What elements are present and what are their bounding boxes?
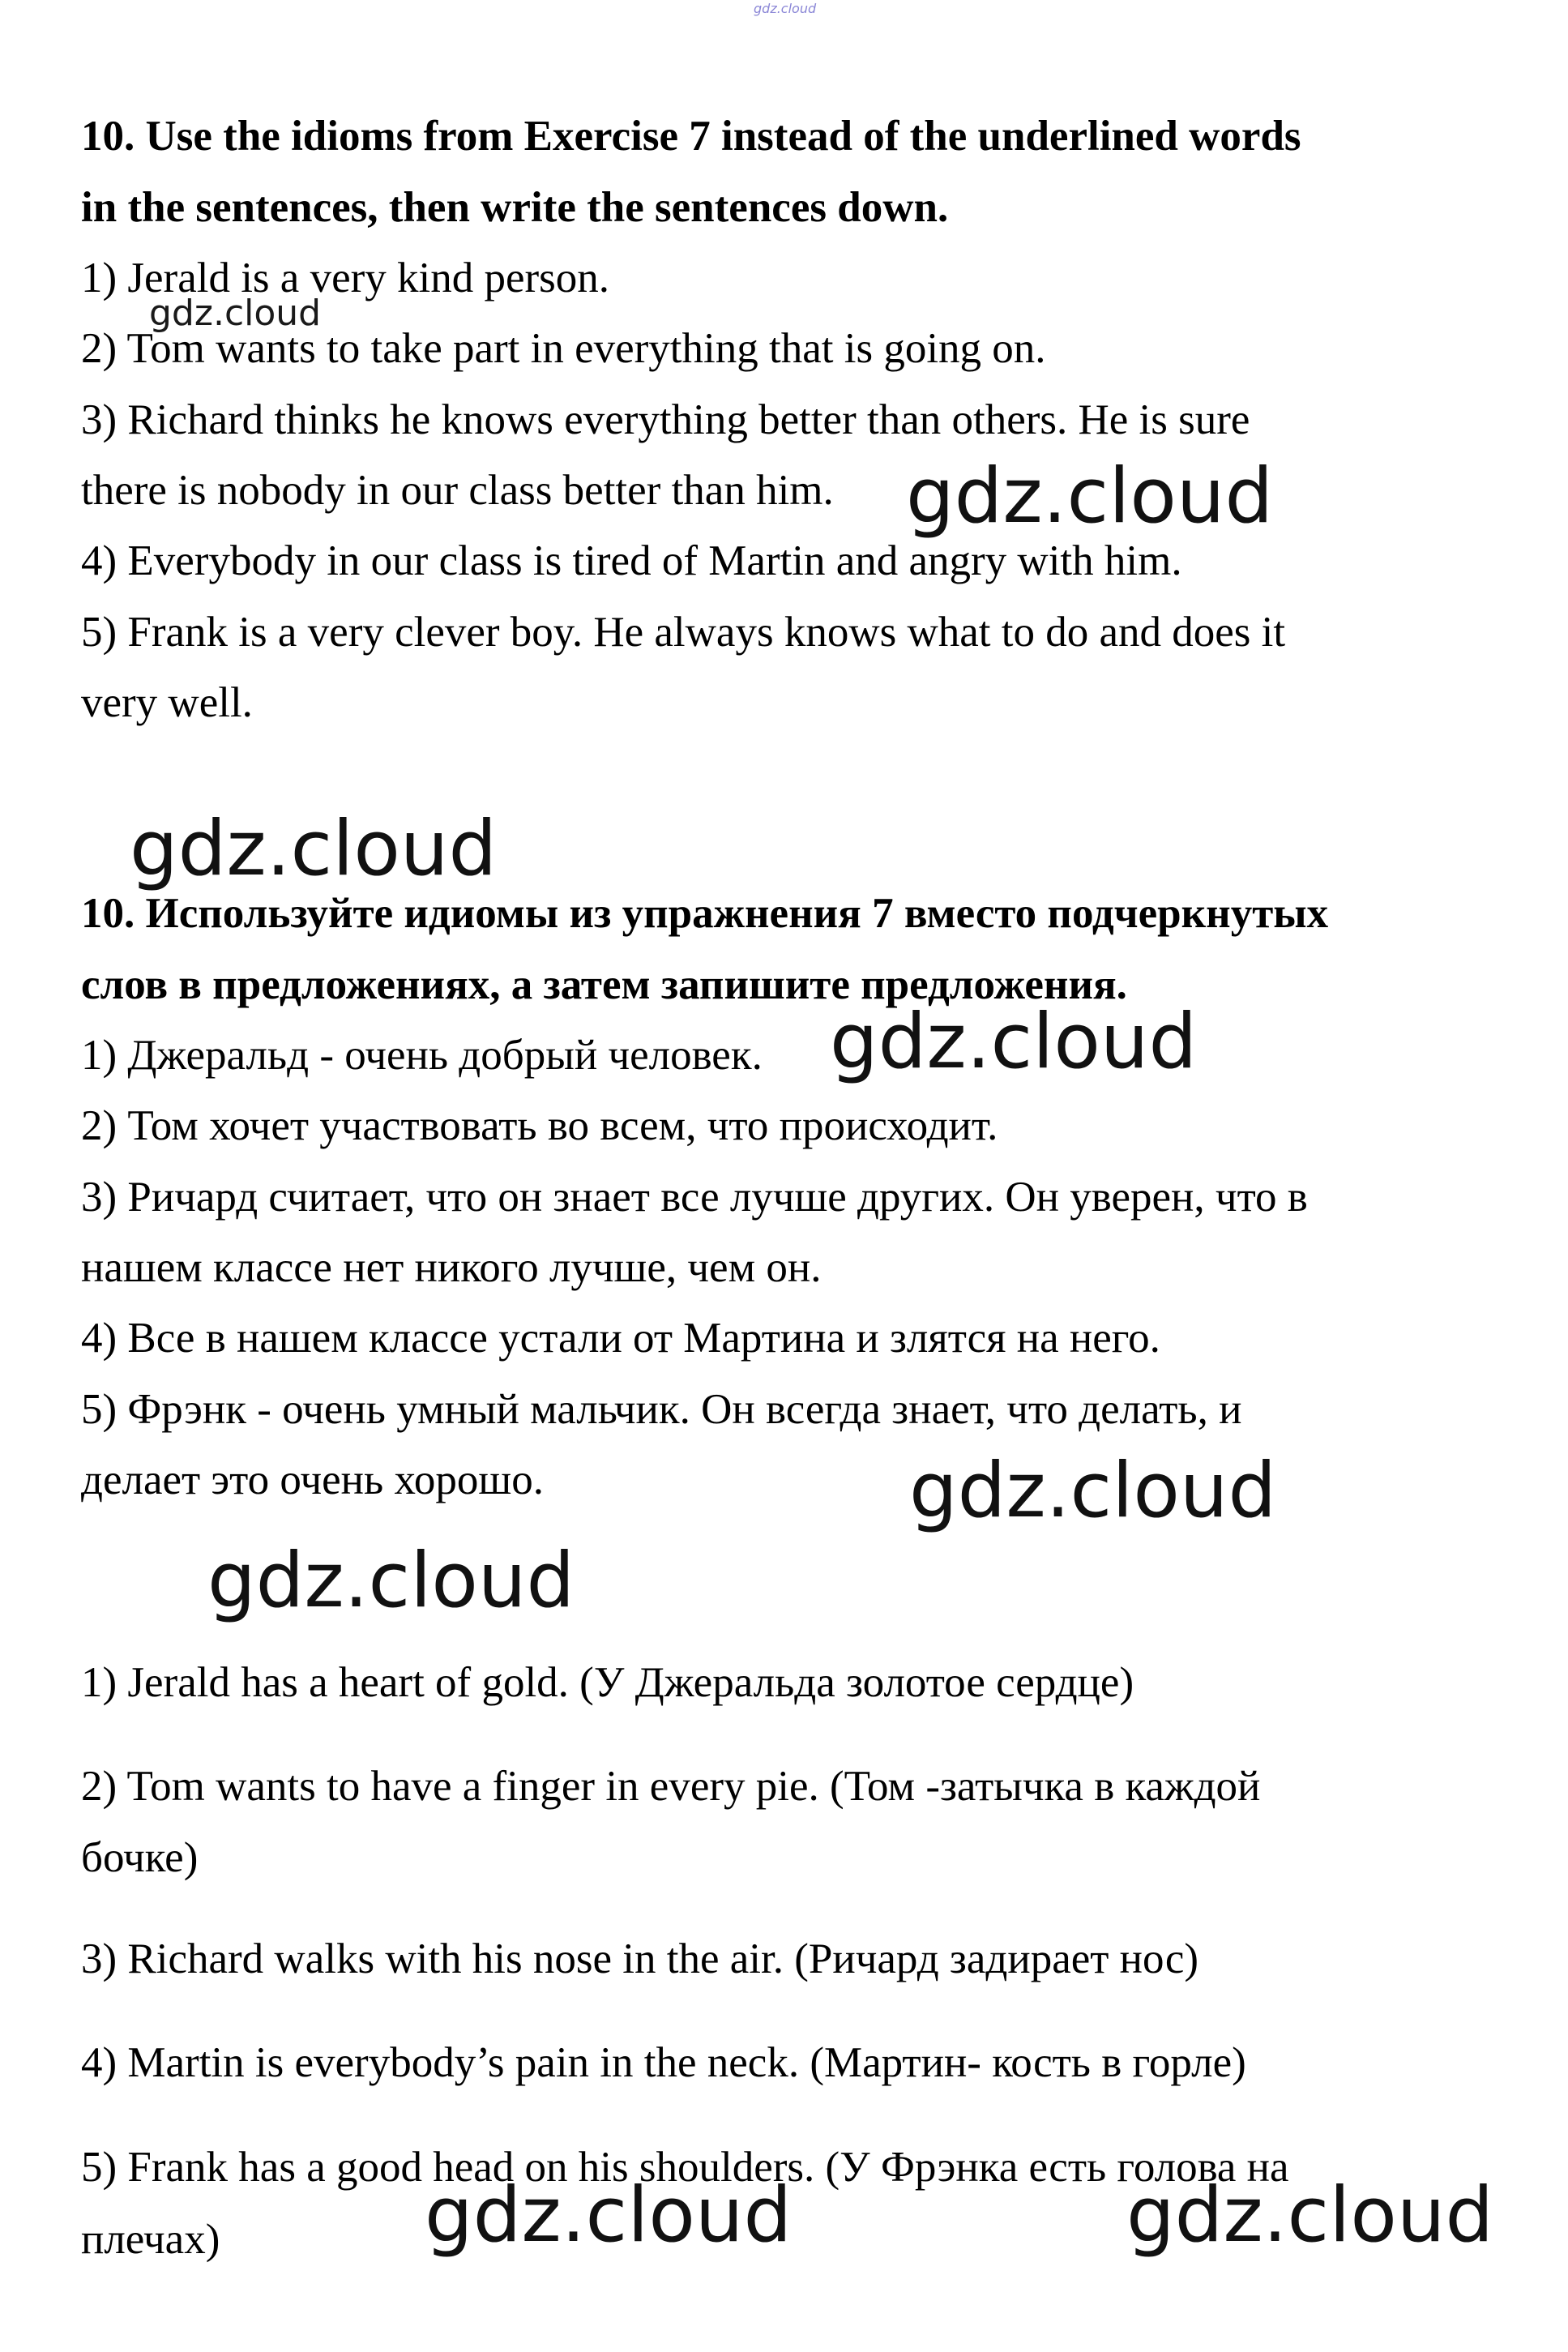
exercise-item-en-3: 3) Richard thinks he knows everything better than others. He is sure bbox=[81, 396, 1250, 443]
exercise-item-ru-2: 2) Том хочет участвовать во всем, что происходит. bbox=[81, 1102, 998, 1149]
answer-5: 5) Frank has a good head on his shoulders. (У Фрэнка есть голова на bbox=[81, 2144, 1289, 2191]
answer-2-cont: бочке) bbox=[81, 1834, 199, 1881]
watermark-logo: gdz.cloud bbox=[207, 1537, 575, 1625]
answer-3: 3) Richard walks with his nose in the air. (Ричард задирает нос) bbox=[81, 1935, 1199, 1982]
exercise-item-ru-4: 4) Все в нашем классе устали от Мартина и злятся на него. bbox=[81, 1315, 1160, 1362]
exercise-heading-en-line-1: 10. Use the idioms from Exercise 7 instead of the underlined words bbox=[81, 113, 1301, 160]
exercise-item-ru-3-cont: нашем классе нет никого лучше, чем он. bbox=[81, 1244, 822, 1291]
exercise-item-en-1: 1) Jerald is a very kind person. bbox=[81, 254, 610, 301]
exercise-item-ru-5-cont: делает это очень хорошо. bbox=[81, 1456, 544, 1503]
exercise-item-en-4: 4) Everybody in our class is tired of Martin and angry with him. bbox=[81, 537, 1182, 584]
exercise-item-ru-5: 5) Фрэнк - очень умный мальчик. Он всегда знает, что делать, и bbox=[81, 1386, 1242, 1433]
exercise-heading-ru-line-1: 10. Используйте идиомы из упражнения 7 вместо подчеркнутых bbox=[81, 890, 1329, 937]
exercise-item-en-3-cont: there is nobody in our class better than him. bbox=[81, 467, 834, 514]
watermark-logo: gdz.cloud bbox=[425, 2171, 793, 2260]
watermark-logo: gdz.cloud bbox=[1126, 2171, 1494, 2260]
answer-2: 2) Tom wants to have a finger in every pie. (Том -затычка в каждой bbox=[81, 1763, 1261, 1810]
exercise-item-en-5-cont: very well. bbox=[81, 679, 253, 726]
exercise-item-ru-1: 1) Джеральд - очень добрый человек. bbox=[81, 1032, 763, 1079]
exercise-item-ru-3: 3) Ричард считает, что он знает все лучше других. Он уверен, что в bbox=[81, 1174, 1308, 1221]
watermark-logo: gdz.cloud bbox=[130, 805, 498, 893]
top-watermark: gdz.cloud bbox=[754, 1, 817, 16]
answer-5-cont: плечах) bbox=[81, 2216, 220, 2263]
exercise-heading-ru-line-2: слов в предложениях, а затем запишите предложения. bbox=[81, 961, 1127, 1008]
exercise-item-en-2: 2) Tom wants to take part in everything that is going on. bbox=[81, 325, 1046, 372]
watermark-logo: gdz.cloud bbox=[906, 452, 1274, 541]
answer-4: 4) Martin is everybody’s pain in the neck. (Мартин- кость в горле) bbox=[81, 2039, 1246, 2086]
exercise-item-en-5: 5) Frank is a very clever boy. He always knows what to do and does it bbox=[81, 609, 1286, 656]
exercise-heading-en-line-2: in the sentences, then write the sentences down. bbox=[81, 184, 949, 231]
watermark-logo: gdz.cloud bbox=[149, 293, 322, 334]
watermark-logo: gdz.cloud bbox=[830, 998, 1198, 1086]
watermark-logo: gdz.cloud bbox=[909, 1447, 1277, 1535]
answer-1: 1) Jerald has a heart of gold. (У Джеральда золотое сердце) bbox=[81, 1659, 1134, 1706]
